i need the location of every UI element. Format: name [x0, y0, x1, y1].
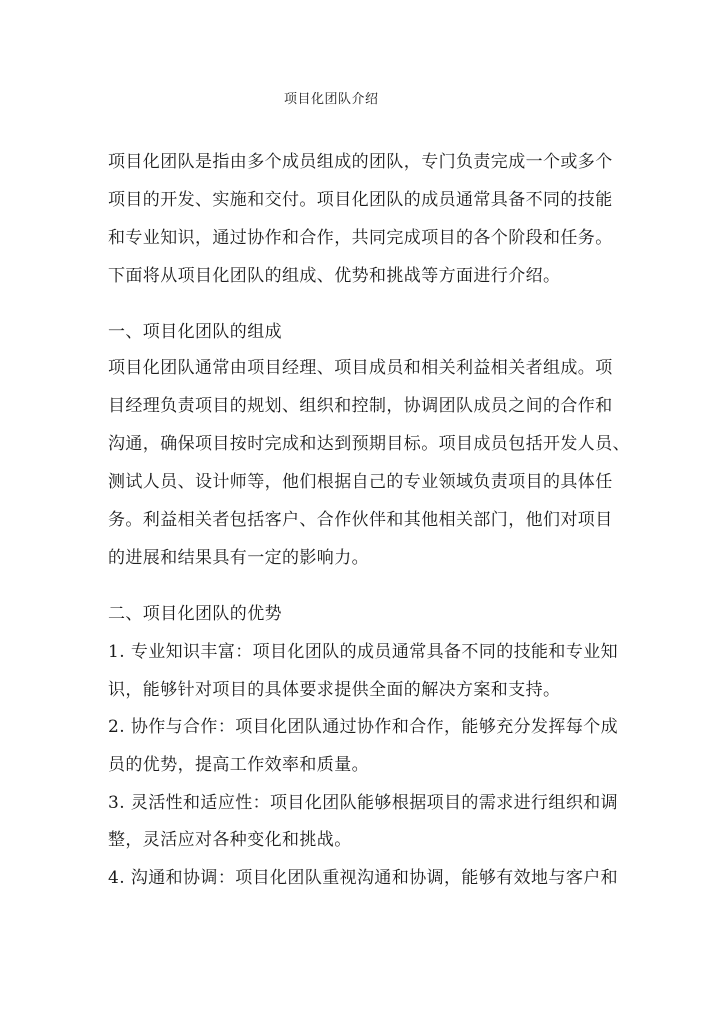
intro-line: 项目的开发、实施和交付。项目化团队的成员通常具备不同的技能 [108, 190, 613, 210]
advantage-item-line: 2. 协作与合作：项目化团队通过协作和合作，能够充分发挥每个成 [108, 717, 619, 737]
advantage-item-line: 整，灵活应对各种变化和挑战。 [108, 830, 352, 850]
section-heading-advantages: 二、项目化团队的优势 [108, 604, 282, 624]
section1-line: 项目化团队通常由项目经理、项目成员和相关利益相关者组成。项 [108, 358, 613, 378]
advantage-item-line: 1. 专业知识丰富：项目化团队的成员通常具备不同的技能和专业知 [108, 642, 619, 662]
intro-line: 和专业知识，通过协作和合作，共同完成项目的各个阶段和任务。 [108, 228, 613, 248]
advantage-item-line: 4. 沟通和协调：项目化团队重视沟通和协调，能够有效地与客户和 [108, 868, 619, 888]
section-heading-composition: 一、项目化团队的组成 [108, 322, 282, 342]
section1-line: 目经理负责项目的规划、组织和控制，协调团队成员之间的合作和 [108, 396, 613, 416]
advantage-item-line: 识，能够针对项目的具体要求提供全面的解决方案和支持。 [108, 680, 561, 700]
intro-line: 下面将从项目化团队的组成、优势和挑战等方面进行介绍。 [108, 266, 561, 286]
section1-line: 测试人员、设计师等，他们根据自己的专业领域负责项目的具体任 [108, 472, 613, 492]
document-title: 项目化团队介绍 [284, 92, 379, 107]
section1-line: 务。利益相关者包括客户、合作伙伴和其他相关部门，他们对项目 [108, 510, 613, 530]
intro-line: 项目化团队是指由多个成员组成的团队，专门负责完成一个或多个 [108, 152, 613, 172]
section1-line: 的进展和结果具有一定的影响力。 [108, 548, 369, 568]
advantage-item-line: 员的优势，提高工作效率和质量。 [108, 755, 369, 775]
section1-line: 沟通，确保项目按时完成和达到预期目标。项目成员包括开发人员、 [108, 434, 630, 454]
advantage-item-line: 3. 灵活性和适应性：项目化团队能够根据项目的需求进行组织和调 [108, 793, 619, 813]
